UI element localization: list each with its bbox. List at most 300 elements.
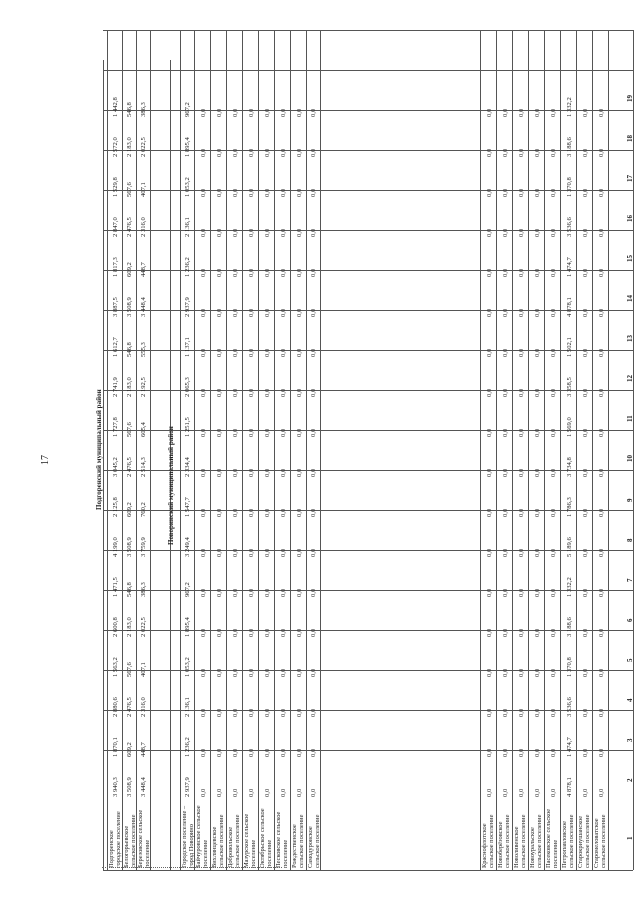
cell-value: 1 895,4 <box>184 617 191 637</box>
cell-value: 0,0 <box>310 148 317 157</box>
cell-value: 0,0 <box>518 348 525 357</box>
cell-value: 0,0 <box>216 348 223 357</box>
cell-value: 1 547,7 <box>184 497 191 517</box>
cell-value: 1 137,1 <box>184 337 191 357</box>
cell-value: 0,0 <box>582 588 589 597</box>
col-header: 17 <box>626 175 634 182</box>
cell-value: 2 937,9 <box>184 777 191 797</box>
cell-value: 0,0 <box>280 188 287 197</box>
cell-value: 0,0 <box>582 628 589 637</box>
cell-value: 3 448,4 <box>140 297 147 317</box>
cell-value: 0,0 <box>550 228 557 237</box>
cell-value: 0,0 <box>310 508 317 517</box>
cell-value: 0,0 <box>200 668 207 677</box>
cell-value: 2 022,5 <box>140 617 147 637</box>
cell-value: 0,0 <box>550 188 557 197</box>
cell-value: 0,0 <box>216 588 223 597</box>
cell-value: 0,0 <box>582 708 589 717</box>
cell-value: 0,0 <box>598 228 605 237</box>
col-header: 12 <box>626 375 634 382</box>
cell-value: 0,0 <box>534 628 541 637</box>
cell-value: 0,0 <box>200 188 207 197</box>
cell-value: 0,0 <box>296 388 303 397</box>
cell-value: 0,0 <box>518 788 525 797</box>
row-rule <box>107 30 108 870</box>
cell-value: 0,0 <box>550 788 557 797</box>
cell-value: 0,0 <box>550 508 557 517</box>
row-rule <box>512 30 513 870</box>
cell-value: 0,0 <box>248 628 255 637</box>
cell-value: 0,0 <box>264 108 271 117</box>
cell-value: 0,0 <box>264 428 271 437</box>
cell-value: 0,0 <box>310 548 317 557</box>
cell-value: 609,2 <box>126 262 133 277</box>
cell-value: 2 136,1 <box>184 697 191 717</box>
cell-value: 1 442,8 <box>112 97 119 117</box>
cell-value: 0,0 <box>248 308 255 317</box>
cell-value: 2 880,6 <box>112 697 119 717</box>
row-rule <box>274 30 275 870</box>
cell-value: 0,0 <box>264 188 271 197</box>
cell-value: 0,0 <box>296 588 303 597</box>
cell-value: 0,0 <box>598 748 605 757</box>
row-name: Старомеловатское сельское поселение <box>593 814 607 868</box>
cell-value: 0,0 <box>598 308 605 317</box>
col-header: 18 <box>626 135 634 142</box>
cell-value: 0,0 <box>582 308 589 317</box>
cell-value: 0,0 <box>280 668 287 677</box>
cell-value: 609,2 <box>126 742 133 757</box>
column-rule <box>103 70 633 71</box>
cell-value: 0,0 <box>248 388 255 397</box>
cell-value: 0,0 <box>502 348 509 357</box>
cell-value: 0,0 <box>280 548 287 557</box>
row-name: Новоливенское сельское поселение <box>513 814 527 868</box>
cell-value: 0,0 <box>486 788 493 797</box>
cell-value: 2 136,1 <box>184 217 191 237</box>
cell-value: 0,0 <box>502 668 509 677</box>
cell-value: 0,0 <box>534 508 541 517</box>
cell-value: 0,0 <box>534 748 541 757</box>
cell-value: 0,0 <box>534 268 541 277</box>
cell-value: 567,6 <box>126 182 133 197</box>
row-name: Песковское сельское поселение <box>275 811 289 868</box>
cell-value: 0,0 <box>582 468 589 477</box>
cell-value: 0,0 <box>518 668 525 677</box>
row-rule <box>103 60 104 870</box>
cell-value: 0,0 <box>310 348 317 357</box>
cell-value: 0,0 <box>248 788 255 797</box>
cell-value: 1 370,8 <box>566 657 573 677</box>
cell-value: 0,0 <box>502 708 509 717</box>
cell-value: 0,0 <box>582 748 589 757</box>
col-header: 16 <box>626 215 634 222</box>
cell-value: 0,0 <box>598 348 605 357</box>
cell-value: 2 600,8 <box>112 617 119 637</box>
cell-value: 0,0 <box>264 508 271 517</box>
cell-value: 0,0 <box>296 748 303 757</box>
cell-value: 0,0 <box>232 348 239 357</box>
cell-value: 0,0 <box>534 428 541 437</box>
cell-value: 0,0 <box>296 428 303 437</box>
cell-value: 0,0 <box>550 428 557 437</box>
cell-value: 0,0 <box>232 708 239 717</box>
cell-value: 1 529,8 <box>112 177 119 197</box>
cell-value: 407,1 <box>140 182 147 197</box>
row-name: Подгоренское городское поселение <box>108 811 122 868</box>
cell-value: 546,8 <box>126 342 133 357</box>
cell-value: 0,0 <box>200 108 207 117</box>
cell-value: 0,0 <box>280 388 287 397</box>
cell-value: 2 476,5 <box>126 457 133 477</box>
cell-value: 0,0 <box>550 148 557 157</box>
cell-value: 0,0 <box>534 388 541 397</box>
cell-value: 0,0 <box>200 788 207 797</box>
cell-value: 0,0 <box>598 388 605 397</box>
cell-value: 0,0 <box>248 428 255 437</box>
cell-value: 0,0 <box>310 308 317 317</box>
cell-value: 1 612,7 <box>112 337 119 357</box>
cell-value: 0,0 <box>518 228 525 237</box>
cell-value: 0,0 <box>518 628 525 637</box>
cell-value: 407,1 <box>140 662 147 677</box>
cell-value: 1 895,4 <box>184 137 191 157</box>
cell-value: 0,0 <box>310 748 317 757</box>
cell-value: 0,0 <box>280 228 287 237</box>
cell-value: 2 022,5 <box>140 137 147 157</box>
footer-rule <box>102 867 282 868</box>
cell-value: 0,0 <box>232 228 239 237</box>
row-rule <box>306 30 307 870</box>
cell-value: 0,0 <box>280 308 287 317</box>
cell-value: 0,0 <box>518 588 525 597</box>
col-header: 3 <box>626 738 634 742</box>
cell-value: 0,0 <box>502 508 509 517</box>
col-header: 2 <box>626 778 634 782</box>
cell-value: 0,0 <box>486 428 493 437</box>
cell-value: 5 189,6 <box>566 537 573 557</box>
cell-value: 0,0 <box>486 108 493 117</box>
cell-value: 0,0 <box>280 708 287 717</box>
col-header: 8 <box>626 538 634 542</box>
cell-value: 0,0 <box>296 148 303 157</box>
cell-value: 3 508,9 <box>126 537 133 557</box>
cell-value: 0,0 <box>264 668 271 677</box>
cell-value: 1 569,0 <box>566 417 573 437</box>
cell-value: 0,0 <box>280 428 287 437</box>
cell-value: 0,0 <box>280 468 287 477</box>
cell-value: 0,0 <box>264 788 271 797</box>
cell-value: 0,0 <box>582 188 589 197</box>
cell-value: 0,0 <box>598 108 605 117</box>
cell-value: 0,0 <box>582 668 589 677</box>
cell-value: 0,0 <box>502 308 509 317</box>
cell-value: 0,0 <box>248 508 255 517</box>
cell-value: 0,0 <box>310 108 317 117</box>
cell-value: 0,0 <box>598 268 605 277</box>
cell-value: 0,0 <box>216 388 223 397</box>
cell-value: 0,0 <box>296 228 303 237</box>
cell-value: 0,0 <box>216 788 223 797</box>
cell-value: 0,0 <box>502 108 509 117</box>
cell-value: 0,0 <box>264 388 271 397</box>
cell-value: 0,0 <box>598 188 605 197</box>
cell-value: 0,0 <box>598 788 605 797</box>
row-name: Октябрьское сельское поселение <box>259 808 273 868</box>
cell-value: 3 045,2 <box>112 457 119 477</box>
cell-value: 0,0 <box>200 308 207 317</box>
cell-value: 0,0 <box>200 268 207 277</box>
cell-value: 0,0 <box>518 548 525 557</box>
section-title: Поворинский муниципальный район <box>167 426 175 545</box>
row-rule <box>290 30 291 870</box>
cell-value: 0,0 <box>296 788 303 797</box>
cell-value: 0,0 <box>296 508 303 517</box>
cell-value: 609,2 <box>126 502 133 517</box>
cell-value: 0,0 <box>518 148 525 157</box>
cell-value: 605,4 <box>140 422 147 437</box>
cell-value: 0,0 <box>232 148 239 157</box>
cell-value: 0,0 <box>598 628 605 637</box>
col-header: 19 <box>626 95 634 102</box>
cell-value: 0,0 <box>582 108 589 117</box>
cell-value: 0,0 <box>264 548 271 557</box>
row-name: Байчуровское сельское поселение <box>195 805 209 868</box>
col-header: 5 <box>626 658 634 662</box>
cell-value: 0,0 <box>310 668 317 677</box>
cell-value: 0,0 <box>296 188 303 197</box>
cell-value: 0,0 <box>598 548 605 557</box>
cell-value: 0,0 <box>264 148 271 157</box>
cell-value: 0,0 <box>518 188 525 197</box>
cell-value: 0,0 <box>232 188 239 197</box>
row-rule <box>226 30 227 870</box>
cell-value: 3 448,4 <box>140 777 147 797</box>
cell-value: 2 183,0 <box>126 617 133 637</box>
cell-value: 0,0 <box>264 748 271 757</box>
row-rule <box>496 30 497 870</box>
cell-value: 0,0 <box>264 268 271 277</box>
cell-value: 0,0 <box>582 148 589 157</box>
cell-value: 2 476,5 <box>126 697 133 717</box>
cell-value: 3 536,6 <box>566 697 573 717</box>
cell-value: 0,0 <box>486 348 493 357</box>
cell-value: 0,0 <box>486 668 493 677</box>
row-rule <box>180 30 181 870</box>
cell-value: 1 474,7 <box>566 737 573 757</box>
row-name: Краснофлотское сельское поселение <box>481 814 495 868</box>
cell-value: 0,0 <box>200 708 207 717</box>
cell-value: 0,0 <box>502 548 509 557</box>
cell-value: 0,0 <box>598 508 605 517</box>
cell-value: 0,0 <box>248 348 255 357</box>
cell-value: 0,0 <box>486 268 493 277</box>
cell-value: 1 817,3 <box>112 257 119 277</box>
cell-value: 0,0 <box>248 188 255 197</box>
cell-value: 3 508,9 <box>126 297 133 317</box>
cell-value: 0,0 <box>534 348 541 357</box>
cell-value: 0,0 <box>582 788 589 797</box>
cell-value: 0,0 <box>280 748 287 757</box>
row-name: Городское поселение – город Поворино <box>181 805 195 868</box>
cell-value: 0,0 <box>486 388 493 397</box>
cell-value: 2 847,0 <box>112 217 119 237</box>
col-header: 15 <box>626 255 634 262</box>
cell-value: 2 476,5 <box>126 217 133 237</box>
cell-value: 3 940,3 <box>112 777 119 797</box>
cell-value: 0,0 <box>248 228 255 237</box>
cell-value: 0,0 <box>216 668 223 677</box>
row-name: Пасековское сельское поселение <box>545 808 559 868</box>
cell-value: 0,0 <box>582 548 589 557</box>
cell-value: 0,0 <box>502 748 509 757</box>
cell-value: 0,0 <box>598 148 605 157</box>
cell-value: 0,0 <box>296 668 303 677</box>
cell-value: 0,0 <box>216 548 223 557</box>
cell-value: 0,0 <box>296 628 303 637</box>
cell-value: 0,0 <box>296 308 303 317</box>
cell-value: 0,0 <box>534 788 541 797</box>
cell-value: 0,0 <box>518 428 525 437</box>
cell-value: 0,0 <box>232 508 239 517</box>
cell-value: 0,0 <box>232 588 239 597</box>
cell-value: 0,0 <box>582 228 589 237</box>
cell-value: 2 937,9 <box>184 297 191 317</box>
cell-value: 0,0 <box>550 388 557 397</box>
cell-value: 0,0 <box>296 348 303 357</box>
cell-value: 1 236,2 <box>184 737 191 757</box>
cell-value: 0,0 <box>310 428 317 437</box>
cell-value: 3 188,6 <box>566 137 573 157</box>
row-name: Рождественское сельское поселение <box>291 814 305 868</box>
cell-value: 0,0 <box>264 228 271 237</box>
cell-value: 0,0 <box>518 468 525 477</box>
cell-value: 0,0 <box>232 668 239 677</box>
cell-value: 0,0 <box>518 508 525 517</box>
cell-value: 0,0 <box>296 548 303 557</box>
row-rule <box>194 30 195 870</box>
col-header: 4 <box>626 698 634 702</box>
cell-value: 0,0 <box>216 708 223 717</box>
cell-value: 2 316,0 <box>140 217 147 237</box>
column-rule <box>103 30 633 31</box>
cell-value: 0,0 <box>264 308 271 317</box>
cell-value: 0,0 <box>200 468 207 477</box>
cell-value: 0,0 <box>502 588 509 597</box>
cell-value: 3 249,4 <box>184 537 191 557</box>
column-rule <box>103 870 633 871</box>
row-name: Старокриушанское сельское поселение <box>577 814 591 868</box>
cell-value: 1 474,7 <box>566 257 573 277</box>
cell-value: 0,0 <box>486 188 493 197</box>
cell-value: 0,0 <box>264 588 271 597</box>
cell-value: 0,0 <box>216 108 223 117</box>
cell-value: 0,0 <box>310 588 317 597</box>
cell-value: 0,0 <box>582 388 589 397</box>
cell-value: 0,0 <box>264 468 271 477</box>
cell-value: 0,0 <box>200 388 207 397</box>
row-rule <box>576 30 577 870</box>
cell-value: 0,0 <box>280 148 287 157</box>
cell-value: 0,0 <box>550 548 557 557</box>
cell-value: 0,0 <box>264 628 271 637</box>
row-rule <box>592 30 593 870</box>
cell-value: 0,0 <box>310 708 317 717</box>
cell-value: 0,0 <box>502 388 509 397</box>
cell-value: 2 192,5 <box>140 377 147 397</box>
cell-value: 0,0 <box>296 468 303 477</box>
cell-value: 0,0 <box>486 548 493 557</box>
cell-value: 0,0 <box>502 468 509 477</box>
row-name: Вихлянцевское сельское поселение <box>211 814 225 868</box>
cell-value: 1 870,1 <box>112 737 119 757</box>
cell-value: 0,0 <box>296 108 303 117</box>
cell-value: 0,0 <box>502 228 509 237</box>
cell-value: 0,0 <box>248 108 255 117</box>
cell-value: 0,0 <box>486 708 493 717</box>
cell-value: 2 334,4 <box>184 457 191 477</box>
cell-value: 0,0 <box>296 268 303 277</box>
cell-value: 0,0 <box>264 348 271 357</box>
cell-value: 4 878,1 <box>566 297 573 317</box>
cell-value: 0,0 <box>534 228 541 237</box>
cell-value: 2 183,0 <box>126 377 133 397</box>
cell-value: 0,0 <box>502 788 509 797</box>
cell-value: 0,0 <box>200 628 207 637</box>
cell-value: 0,0 <box>216 228 223 237</box>
cell-value: 0,0 <box>310 468 317 477</box>
cell-value: 0,0 <box>582 348 589 357</box>
cell-value: 1 332,2 <box>566 577 573 597</box>
cell-value: 0,0 <box>486 228 493 237</box>
row-rule <box>528 30 529 870</box>
cell-value: 448,7 <box>140 262 147 277</box>
cell-value: 0,0 <box>550 628 557 637</box>
cell-value: 0,0 <box>534 308 541 317</box>
cell-value: 0,0 <box>550 468 557 477</box>
cell-value: 0,0 <box>502 428 509 437</box>
cell-value: 448,7 <box>140 742 147 757</box>
cell-value: 0,0 <box>216 268 223 277</box>
cell-value: 0,0 <box>280 628 287 637</box>
cell-value: 1 236,2 <box>184 257 191 277</box>
cell-value: 0,0 <box>550 348 557 357</box>
cell-value: 0,0 <box>200 428 207 437</box>
page-number: 17 <box>40 455 51 465</box>
cell-value: 1 251,5 <box>184 417 191 437</box>
row-rule <box>242 30 243 870</box>
cell-value: 0,0 <box>216 148 223 157</box>
cell-value: 0,0 <box>550 588 557 597</box>
cell-value: 0,0 <box>598 468 605 477</box>
cell-value: 760,2 <box>140 502 147 517</box>
cell-value: 386,3 <box>140 582 147 597</box>
cell-value: 0,0 <box>248 708 255 717</box>
cell-value: 0,0 <box>518 708 525 717</box>
cell-value: 0,0 <box>534 548 541 557</box>
cell-value: 0,0 <box>248 548 255 557</box>
cell-value: 0,0 <box>486 628 493 637</box>
row-rule <box>122 30 123 870</box>
cell-value: 0,0 <box>550 748 557 757</box>
cell-value: 0,0 <box>518 748 525 757</box>
cell-value: 546,8 <box>126 102 133 117</box>
cell-value: 0,0 <box>232 388 239 397</box>
cell-value: 0,0 <box>200 228 207 237</box>
col-header: 14 <box>626 295 634 302</box>
cell-value: 0,0 <box>550 108 557 117</box>
cell-value: 3 536,6 <box>566 217 573 237</box>
